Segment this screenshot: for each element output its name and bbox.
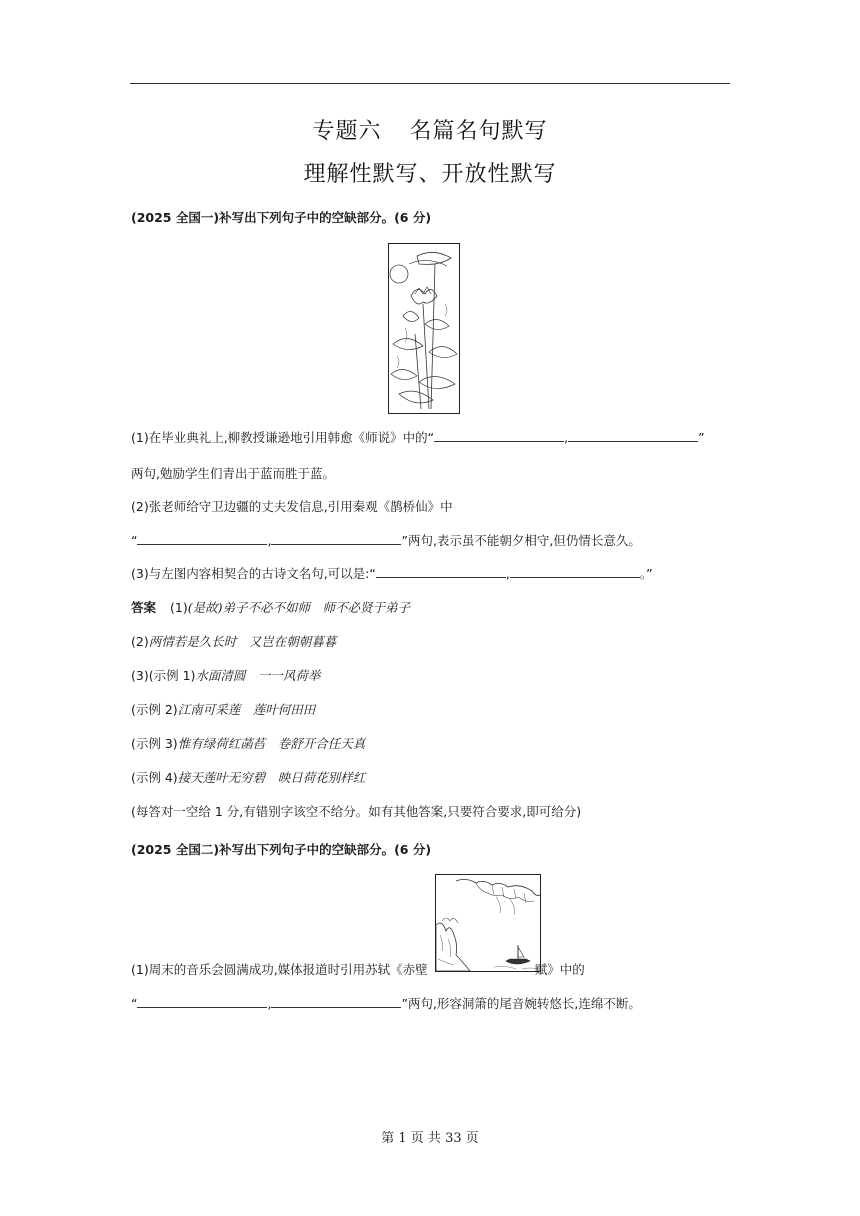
answer-line-3: (3)(示例 1)水面清圆 一一风荷举 — [131, 668, 321, 683]
answer-line-1: 答案 (1)(是故)弟子不必不如师 师不必贤于弟子 — [131, 600, 410, 615]
section1-question3: (3)与左图内容相契合的古诗文名句,可以是:“ , 。” — [131, 566, 653, 581]
answer-blank[interactable] — [434, 429, 564, 442]
page-subtitle: 理解性默写、开放性默写 — [303, 162, 557, 187]
answer-blank[interactable] — [137, 995, 267, 1008]
answer-blank[interactable] — [271, 532, 401, 545]
section2-question1-line2: “ , ”两句,形容洞箫的尾音婉转悠长,连绵不断。 — [131, 996, 641, 1011]
section1-question2: (2)张老师给守卫边疆的丈夫发信息,引用秦观《鹊桥仙》中 — [131, 499, 453, 514]
section1-question2-line2: “ , ”两句,表示虽不能朝夕相守,但仍情长意久。 — [131, 533, 641, 548]
lotus-illustration-icon — [388, 243, 460, 414]
answer-blank[interactable] — [510, 565, 640, 578]
answer-note: (每答对一空给 1 分,有错别字该空不给分。如有其他答案,只要符合要求,即可给分) — [131, 804, 582, 819]
section2-question1: (1)周末的音乐会圆满成功,媒体报道时引用苏轼《赤壁 赋》中的 — [131, 962, 585, 977]
answer-line-5: (示例 3)惟有绿荷红菡萏 卷舒开合任天真 — [131, 736, 366, 751]
answer-line-6: (示例 4)接天莲叶无穷碧 映日荷花别样红 — [131, 770, 366, 785]
answer-blank[interactable] — [137, 532, 267, 545]
answer-line-4: (示例 2)江南可采莲 莲叶何田田 — [131, 702, 316, 717]
boat-cliff-illustration-icon — [435, 874, 541, 972]
answer-line-2: (2)两情若是久长时 又岂在朝朝暮暮 — [131, 634, 337, 649]
section1-question1: (1)在毕业典礼上,柳教授谦逊地引用韩愈《师说》中的“ , ” — [131, 430, 705, 445]
header-rule — [130, 83, 730, 84]
answer-blank[interactable] — [568, 429, 698, 442]
section2-header: (2025 全国二)补写出下列句子中的空缺部分。(6 分) — [131, 842, 432, 857]
answer-blank[interactable] — [376, 565, 506, 578]
page-footer: 第 1 页 共 33 页 — [381, 1131, 479, 1146]
section1-question1-line2: 两句,勉励学生们青出于蓝而胜于蓝。 — [131, 466, 335, 481]
page-title: 专题六 名篇名句默写 — [312, 119, 548, 144]
answer-blank[interactable] — [271, 995, 401, 1008]
section1-header: (2025 全国一)补写出下列句子中的空缺部分。(6 分) — [131, 210, 432, 225]
